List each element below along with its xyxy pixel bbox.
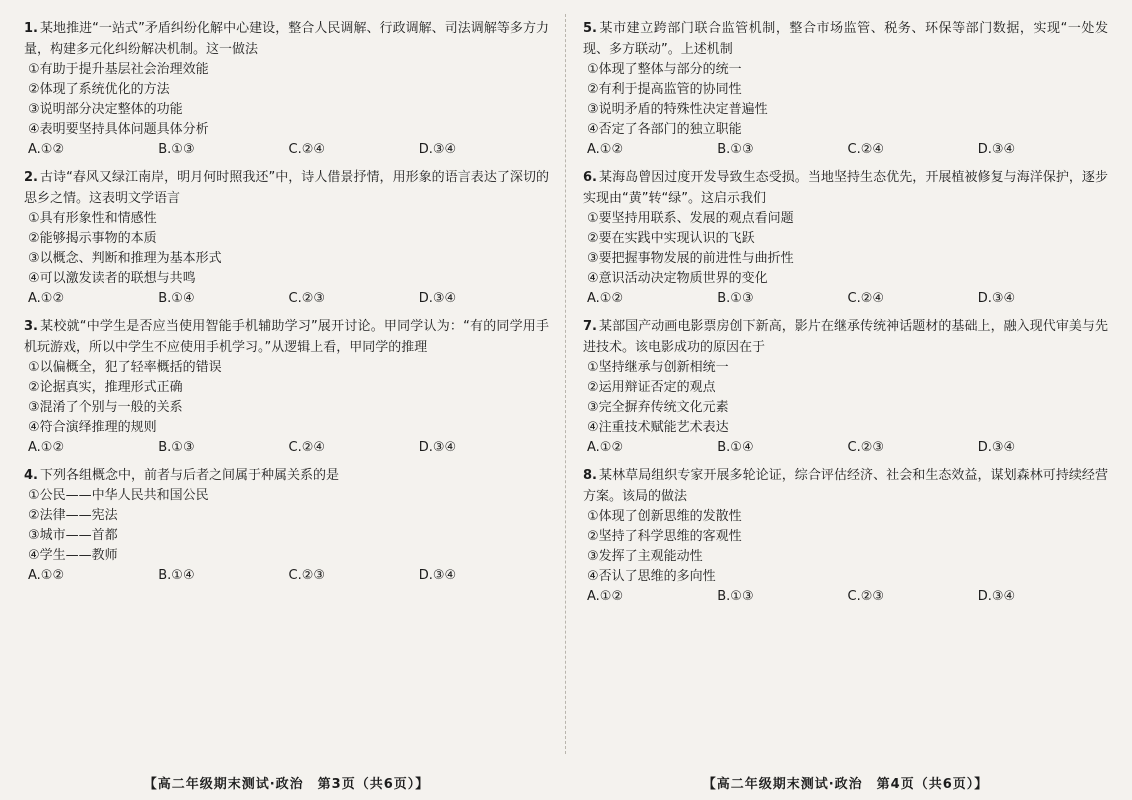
choice-d: D.③④ (977, 142, 1016, 157)
left-page (24, 18, 549, 800)
question-stem (583, 18, 1108, 60)
choice-b: B.①④ (158, 291, 195, 306)
question-4 (24, 465, 549, 586)
question-7 (583, 316, 1108, 458)
stem-text: 下列各组概念中，前者与后者之间属于种属关系的是 (39, 468, 339, 483)
statement-1: ①具有形象性和情感性 (28, 211, 157, 226)
statement-4: ④注重技术赋能艺术表达 (587, 420, 729, 435)
statement-1: ①体现了创新思维的发散性 (587, 509, 742, 524)
question-number: 6. (583, 170, 597, 185)
question-number: 2. (24, 170, 38, 185)
choice-b: B.①③ (158, 142, 195, 157)
choice-c: C.②③ (288, 291, 326, 306)
question-number: 7. (583, 319, 597, 334)
choice-d: D.③④ (418, 568, 457, 583)
statement-3: ③说明部分决定整体的功能 (28, 102, 183, 117)
stem-text: 某部国产动画电影票房创下新高，影片在继承传统神话题材的基础上，融入现代审美与先进技术。该电影成功的原因在于 (583, 319, 1108, 355)
question-6 (583, 167, 1108, 309)
answer-choices (583, 587, 1108, 607)
statement-2: ②要在实践中实现认识的飞跃 (587, 231, 755, 246)
statement-3: ③说明矛盾的特殊性决定普遍性 (587, 102, 768, 117)
stem-text: 某海岛曾因过度开发导致生态受损。当地坚持生态优先，开展植被修复与海洋保护，逐步实现由“黄”转“绿”。这启示我们 (583, 170, 1108, 206)
statement-2: ②法律——宪法 (28, 508, 118, 523)
answer-choices (583, 438, 1108, 458)
choice-d: D.③④ (418, 291, 457, 306)
choice-d: D.③④ (418, 440, 457, 455)
statement-3: ③完全摒弃传统文化元素 (587, 400, 729, 415)
choice-c: C.②④ (847, 291, 885, 306)
statement-4: ④否认了思维的多向性 (587, 569, 716, 584)
statement-1: ①坚持继承与创新相统一 (587, 360, 729, 375)
choice-c: C.②④ (288, 440, 326, 455)
choice-d: D.③④ (977, 440, 1016, 455)
question-1 (24, 18, 549, 160)
statement-2: ②能够揭示事物的本质 (28, 231, 157, 246)
statement-4: ④学生——教师 (28, 548, 118, 563)
statement-2: ②有利于提高监管的协同性 (587, 82, 742, 97)
answer-choices (24, 566, 549, 586)
stem-text: 某地推进“一站式”矛盾纠纷化解中心建设，整合人民调解、行政调解、司法调解等多方力量，构建多元化纠纷解决机制。这一做法 (24, 21, 549, 57)
question-stem (24, 167, 549, 209)
statement-1: ①公民——中华人民共和国公民 (28, 488, 209, 503)
page-footer: 【高二年级期末测试·政治 第3页（共6页）】 (143, 777, 430, 792)
answer-choices (583, 140, 1108, 160)
statement-1: ①要坚持用联系、发展的观点看问题 (587, 211, 794, 226)
question-stem (24, 465, 549, 486)
choice-c: C.②④ (288, 142, 326, 157)
answer-choices (24, 438, 549, 458)
choice-d: D.③④ (977, 589, 1016, 604)
choice-a: A.①② (587, 440, 624, 455)
statement-4: ④可以激发读者的联想与共鸣 (28, 271, 196, 286)
choice-d: D.③④ (977, 291, 1016, 306)
statement-3: ③混淆了个别与一般的关系 (28, 400, 183, 415)
question-8 (583, 465, 1108, 607)
statement-2: ②论据真实，推理形式正确 (28, 380, 183, 395)
statement-3: ③城市——首都 (28, 528, 118, 543)
choice-b: B.①③ (717, 589, 754, 604)
right-page (583, 18, 1108, 800)
choice-d: D.③④ (418, 142, 457, 157)
statement-3: ③发挥了主观能动性 (587, 549, 703, 564)
choice-b: B.①④ (158, 568, 195, 583)
statement-1: ①以偏概全，犯了轻率概括的错误 (28, 360, 222, 375)
statement-1: ①体现了整体与部分的统一 (587, 62, 742, 77)
stem-text: 某市建立跨部门联合监管机制，整合市场监管、税务、环保等部门数据，实现“一处发现、多方联动”。上述机制 (583, 21, 1108, 57)
stem-text: 古诗“春风又绿江南岸，明月何时照我还”中，诗人借景抒情，用形象的语言表达了深切的思乡之情。这表明文学语言 (24, 170, 549, 206)
question-stem (583, 316, 1108, 358)
choice-c: C.②③ (847, 440, 885, 455)
statement-4: ④意识活动决定物质世界的变化 (587, 271, 768, 286)
answer-choices (583, 289, 1108, 309)
question-stem (583, 167, 1108, 209)
choice-a: A.①② (28, 291, 65, 306)
statement-1: ①有助于提升基层社会治理效能 (28, 62, 209, 77)
answer-choices (24, 289, 549, 309)
question-number: 3. (24, 319, 38, 334)
question-number: 5. (583, 21, 597, 36)
stem-text: 某林草局组织专家开展多轮论证，综合评估经济、社会和生态效益，谋划森林可持续经营方案。该局的做法 (583, 468, 1108, 504)
choice-c: C.②③ (847, 589, 885, 604)
choice-a: A.①② (28, 142, 65, 157)
statement-2: ②坚持了科学思维的客观性 (587, 529, 742, 544)
statement-4: ④表明要坚持具体问题具体分析 (28, 122, 209, 137)
choice-a: A.①② (28, 568, 65, 583)
question-stem (24, 316, 549, 358)
statement-2: ②体现了系统优化的方法 (28, 82, 170, 97)
statement-4: ④符合演绎推理的规则 (28, 420, 157, 435)
statement-3: ③以概念、判断和推理为基本形式 (28, 251, 222, 266)
choice-a: A.①② (587, 589, 624, 604)
choice-b: B.①③ (158, 440, 195, 455)
question-5 (583, 18, 1108, 160)
statement-3: ③要把握事物发展的前进性与曲折性 (587, 251, 794, 266)
question-number: 4. (24, 468, 38, 483)
question-number: 1. (24, 21, 38, 36)
question-number: 8. (583, 468, 597, 483)
question-3 (24, 316, 549, 458)
question-2 (24, 167, 549, 309)
choice-c: C.②③ (288, 568, 326, 583)
statement-4: ④否定了各部门的独立职能 (587, 122, 742, 137)
choice-b: B.①③ (717, 291, 754, 306)
page-footer: 【高二年级期末测试·政治 第4页（共6页）】 (702, 777, 989, 792)
choice-b: B.①③ (717, 142, 754, 157)
question-stem (583, 465, 1108, 507)
choice-a: A.①② (587, 291, 624, 306)
choice-b: B.①④ (717, 440, 754, 455)
choice-c: C.②④ (847, 142, 885, 157)
statement-2: ②运用辩证否定的观点 (587, 380, 716, 395)
answer-choices (24, 140, 549, 160)
question-stem (24, 18, 549, 60)
choice-a: A.①② (28, 440, 65, 455)
choice-a: A.①② (587, 142, 624, 157)
stem-text: 某校就“中学生是否应当使用智能手机辅助学习”展开讨论。甲同学认为：“有的同学用手机玩游戏，所以中学生不应使用手机学习。”从逻辑上看，甲同学的推理 (24, 319, 549, 355)
